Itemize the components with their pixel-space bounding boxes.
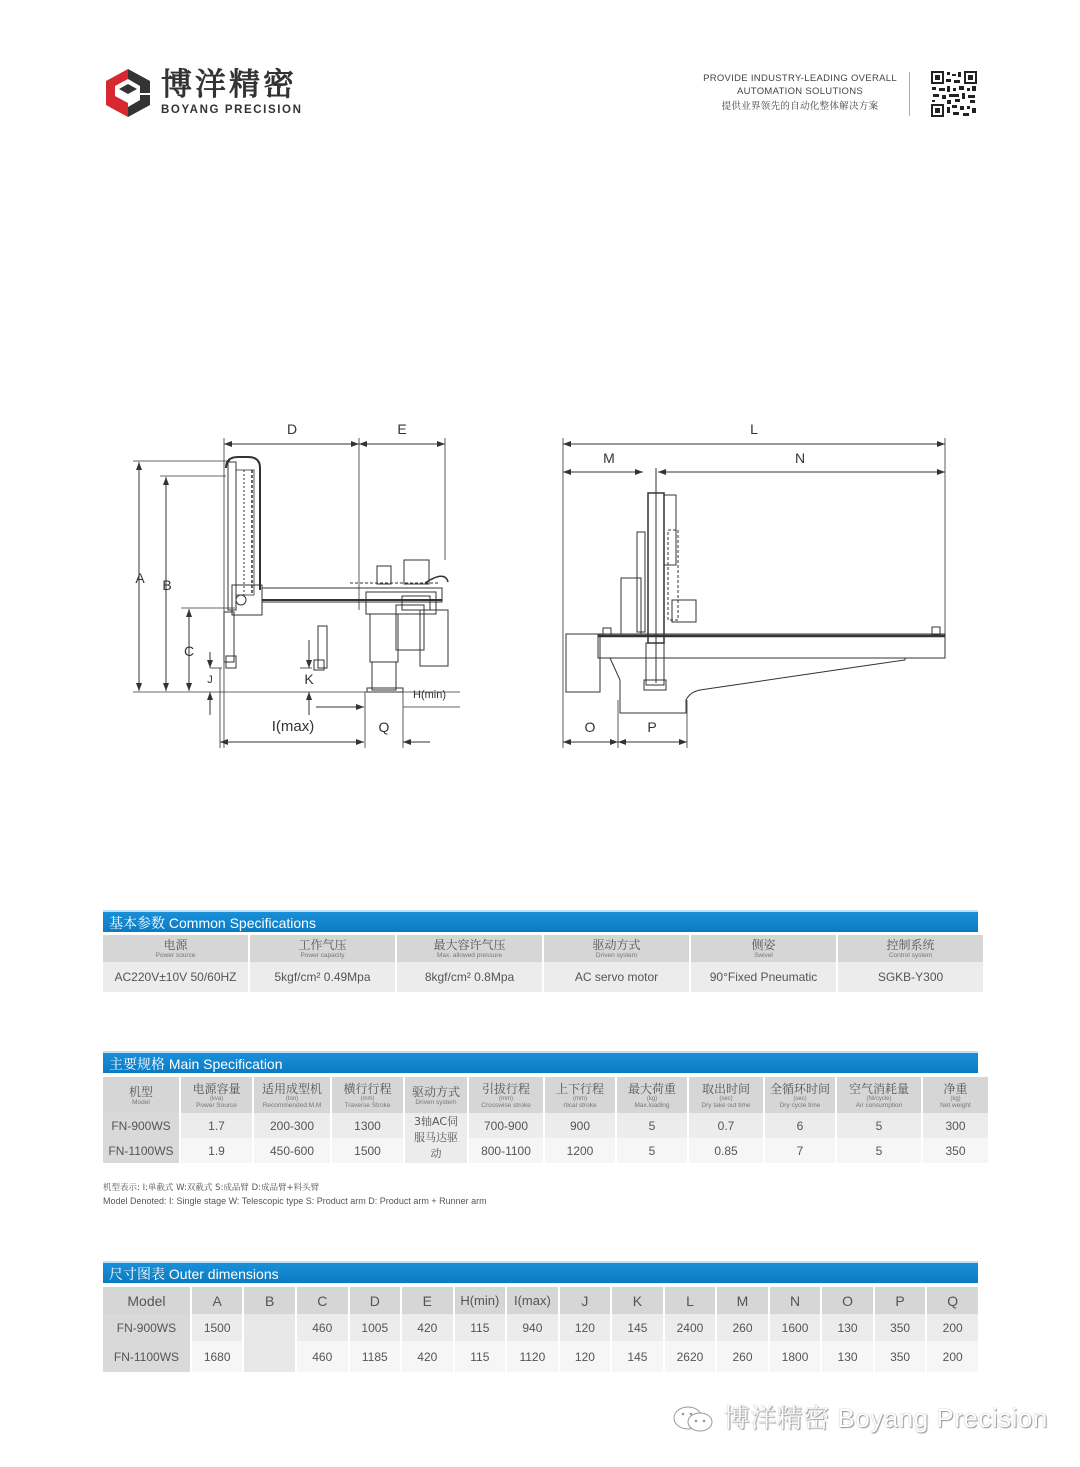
dim-cell: 145: [612, 1314, 663, 1341]
table-row: [103, 1138, 988, 1163]
table-row: [103, 1314, 978, 1341]
outer-dim-header: P: [875, 1287, 926, 1314]
common-spec-value: AC servo motor: [544, 962, 689, 992]
common-spec-header: 工作气压 Power capacity: [250, 935, 395, 962]
tagline-en-line2: AUTOMATION SOLUTIONS: [737, 85, 863, 97]
dim-cell: 420: [402, 1341, 453, 1372]
dim-cell: 1500: [192, 1314, 243, 1341]
dim-cell: 260: [717, 1341, 768, 1372]
common-spec-value-row: [103, 962, 983, 992]
traverse-cell: 1500: [332, 1138, 403, 1163]
main-spec-title-en: Main Specification: [168, 1056, 283, 1072]
outer-dim-table: [101, 1287, 980, 1372]
dim-cell: 1185: [350, 1341, 401, 1372]
dim-cell-b: [244, 1314, 295, 1372]
outer-dim-header: K: [612, 1287, 663, 1314]
outer-dim-header: O: [822, 1287, 873, 1314]
dim-label-e: E: [397, 421, 407, 437]
outer-dim-header-row: [103, 1287, 978, 1314]
table-row: [103, 1341, 978, 1372]
main-spec-header: 上下行程 (mm) rtical stroke: [545, 1077, 615, 1113]
dim-label-p: P: [647, 719, 657, 735]
crosswise-cell: 700-900: [469, 1113, 543, 1138]
front-view-drawing: [563, 438, 945, 748]
tagline-en-line1: PROVIDE INDUSTRY-LEADING OVERALL: [703, 73, 897, 84]
dim-label-o: O: [584, 719, 596, 735]
common-spec-title-cn: 基本参数: [109, 916, 165, 932]
model-note-cn: 机型表示: I:单截式 W:双截式 S:成品臂 D:成品臂+料头臂: [103, 1183, 320, 1193]
watermark: [672, 1398, 1048, 1435]
dim-cell: 460: [297, 1314, 348, 1341]
main-spec-header: 全循环时间 (sec) Dry cycle time: [765, 1077, 835, 1113]
dim-cell: 200: [927, 1314, 978, 1341]
dim-label-a: A: [135, 570, 145, 586]
outer-dim-title-cn: 尺寸图表: [109, 1267, 165, 1283]
outer-dim-header: E: [402, 1287, 453, 1314]
main-spec-title-bar: [103, 1051, 978, 1073]
dim-label-j: J: [207, 674, 213, 686]
power-cell: 1.9: [181, 1138, 252, 1163]
driven-system-cell: 3轴AC伺服马达驱动: [405, 1113, 467, 1163]
common-spec-title-bar: [103, 910, 978, 932]
main-spec-header-row: [103, 1077, 988, 1113]
main-spec-header: 驱动方式 Driven system: [405, 1077, 467, 1113]
max-load-cell: 5: [617, 1138, 687, 1163]
main-spec-title-cn: 主要规格: [109, 1057, 165, 1073]
watermark-cn: 博洋精密: [723, 1404, 830, 1434]
model-cell: FN-1100WS: [103, 1138, 179, 1163]
main-spec-header: 横行行程 (mm) Traverse Stroke: [332, 1077, 403, 1113]
model-cell: FN-1100WS: [103, 1341, 190, 1372]
model-note-en: Model Denoted: I: Single stage W: Telescopic type S: Product arm D: Product arm + Runner arm: [103, 1196, 487, 1206]
main-spec-header: 引拔行程 (mm) Crosswise stroke: [469, 1077, 543, 1113]
common-spec-value: AC220V±10V 50/60HZ: [103, 962, 248, 992]
main-spec-header: 空气消耗量 (Nl/cycle) Air consumption: [837, 1077, 921, 1113]
dim-cell: 1600: [770, 1314, 821, 1341]
side-view-drawing: [133, 438, 460, 748]
dim-label-l: L: [750, 421, 758, 437]
dim-label-q: Q: [378, 719, 390, 735]
dim-cell: 1800: [770, 1341, 821, 1372]
brand-name-en: BOYANG PRECISION: [161, 104, 303, 116]
traverse-cell: 1300: [332, 1113, 403, 1138]
common-spec-header: 最大容许气压 Max. allowed pressure: [397, 935, 542, 962]
air-cell: 5: [837, 1138, 921, 1163]
imm-cell: 450-600: [254, 1138, 330, 1163]
outer-dim-header: I(max): [507, 1287, 558, 1314]
outer-dim-title-bar: [103, 1261, 978, 1283]
dim-cell: 420: [402, 1314, 453, 1341]
common-spec-table: [101, 935, 985, 992]
brand-name-cn: 博洋精密: [161, 67, 297, 103]
watermark-en: Boyang Precision: [837, 1403, 1048, 1433]
dim-cell: 1120: [507, 1341, 558, 1372]
dim-cell: 350: [875, 1341, 926, 1372]
cycle-cell: 6: [765, 1113, 835, 1138]
dim-cell: 130: [822, 1341, 873, 1372]
main-spec-header: 净重 (kg) Net weight: [923, 1077, 988, 1113]
dim-cell: 115: [455, 1314, 506, 1341]
power-cell: 1.7: [181, 1113, 252, 1138]
dim-label-c: C: [183, 643, 195, 659]
common-spec-header: 控制系统 Control system: [838, 935, 983, 962]
dim-cell: 120: [560, 1314, 611, 1341]
dim-cell: 1680: [192, 1341, 243, 1372]
model-cell: FN-900WS: [103, 1314, 190, 1341]
dim-cell: 460: [297, 1341, 348, 1372]
outer-dim-header: C: [297, 1287, 348, 1314]
tagline-cn: 提供业界领先的自动化整体解决方案: [721, 101, 879, 112]
cycle-cell: 7: [765, 1138, 835, 1163]
max-load-cell: 5: [617, 1113, 687, 1138]
common-spec-value: 8kgf/cm² 0.8Mpa: [397, 962, 542, 992]
weight-cell: 350: [923, 1138, 988, 1163]
dim-label-k: K: [304, 671, 314, 687]
outer-dim-header: A: [192, 1287, 243, 1314]
outer-dim-header: J: [560, 1287, 611, 1314]
dim-label-b: B: [162, 577, 172, 593]
main-spec-header: 取出时间 (sec) Dry take out time: [689, 1077, 763, 1113]
take-out-cell: 0.85: [689, 1138, 763, 1163]
outer-dim-header: Model: [103, 1287, 190, 1314]
outer-dim-header: B: [244, 1287, 295, 1314]
outer-dim-title-en: Outer dimensions: [168, 1266, 279, 1282]
outer-dim-header: H(min): [455, 1287, 506, 1314]
imm-cell: 200-300: [254, 1113, 330, 1138]
common-spec-header: 侧姿 Swivel: [691, 935, 836, 962]
wechat-icon: [672, 1405, 716, 1435]
common-spec-value: 90°Fixed Pneumatic: [691, 962, 836, 992]
vertical-cell: 900: [545, 1113, 615, 1138]
model-cell: FN-900WS: [103, 1113, 179, 1138]
vertical-cell: 1200: [545, 1138, 615, 1163]
dim-label-n: N: [794, 450, 806, 466]
dim-cell: 2400: [665, 1314, 716, 1341]
main-spec-header: 电源容量 (kva) Power Source: [181, 1077, 252, 1113]
common-spec-header: 电源 Power source: [103, 935, 248, 962]
dim-cell: 115: [455, 1341, 506, 1372]
dim-cell: 145: [612, 1341, 663, 1372]
common-spec-value: SGKB-Y300: [838, 962, 983, 992]
outer-dim-header: M: [717, 1287, 768, 1314]
dim-label-i-max: I(max): [271, 718, 315, 735]
dim-label-h-min: H(min): [413, 689, 446, 701]
dim-label-m: M: [603, 450, 615, 466]
outer-dim-header: N: [770, 1287, 821, 1314]
main-spec-header: 最大荷重 (kg) Max.loading: [617, 1077, 687, 1113]
table-row: [103, 1113, 988, 1138]
dim-cell: 2620: [665, 1341, 716, 1372]
dim-cell: 350: [875, 1314, 926, 1341]
weight-cell: 300: [923, 1113, 988, 1138]
main-spec-header-model: 机型 Model: [103, 1077, 179, 1113]
outer-dim-header: Q: [927, 1287, 978, 1314]
dim-cell: 130: [822, 1314, 873, 1341]
outer-dim-header: L: [665, 1287, 716, 1314]
common-spec-header: 驱动方式 Driven system: [544, 935, 689, 962]
dim-cell: 1005: [350, 1314, 401, 1341]
main-spec-table: [101, 1077, 990, 1163]
main-spec-header: 适用成型机 (ton) Recommended.M.M: [254, 1077, 330, 1113]
dim-cell: 120: [560, 1341, 611, 1372]
crosswise-cell: 800-1100: [469, 1138, 543, 1163]
air-cell: 5: [837, 1113, 921, 1138]
dim-cell: 940: [507, 1314, 558, 1341]
outer-dim-header: D: [350, 1287, 401, 1314]
take-out-cell: 0.7: [689, 1113, 763, 1138]
dim-label-d: D: [286, 421, 298, 437]
common-spec-title-en: Common Specifications: [168, 915, 316, 931]
dim-cell: 200: [927, 1341, 978, 1372]
dim-cell: 260: [717, 1314, 768, 1341]
common-spec-value: 5kgf/cm² 0.49Mpa: [250, 962, 395, 992]
common-spec-header-row: [103, 935, 983, 962]
